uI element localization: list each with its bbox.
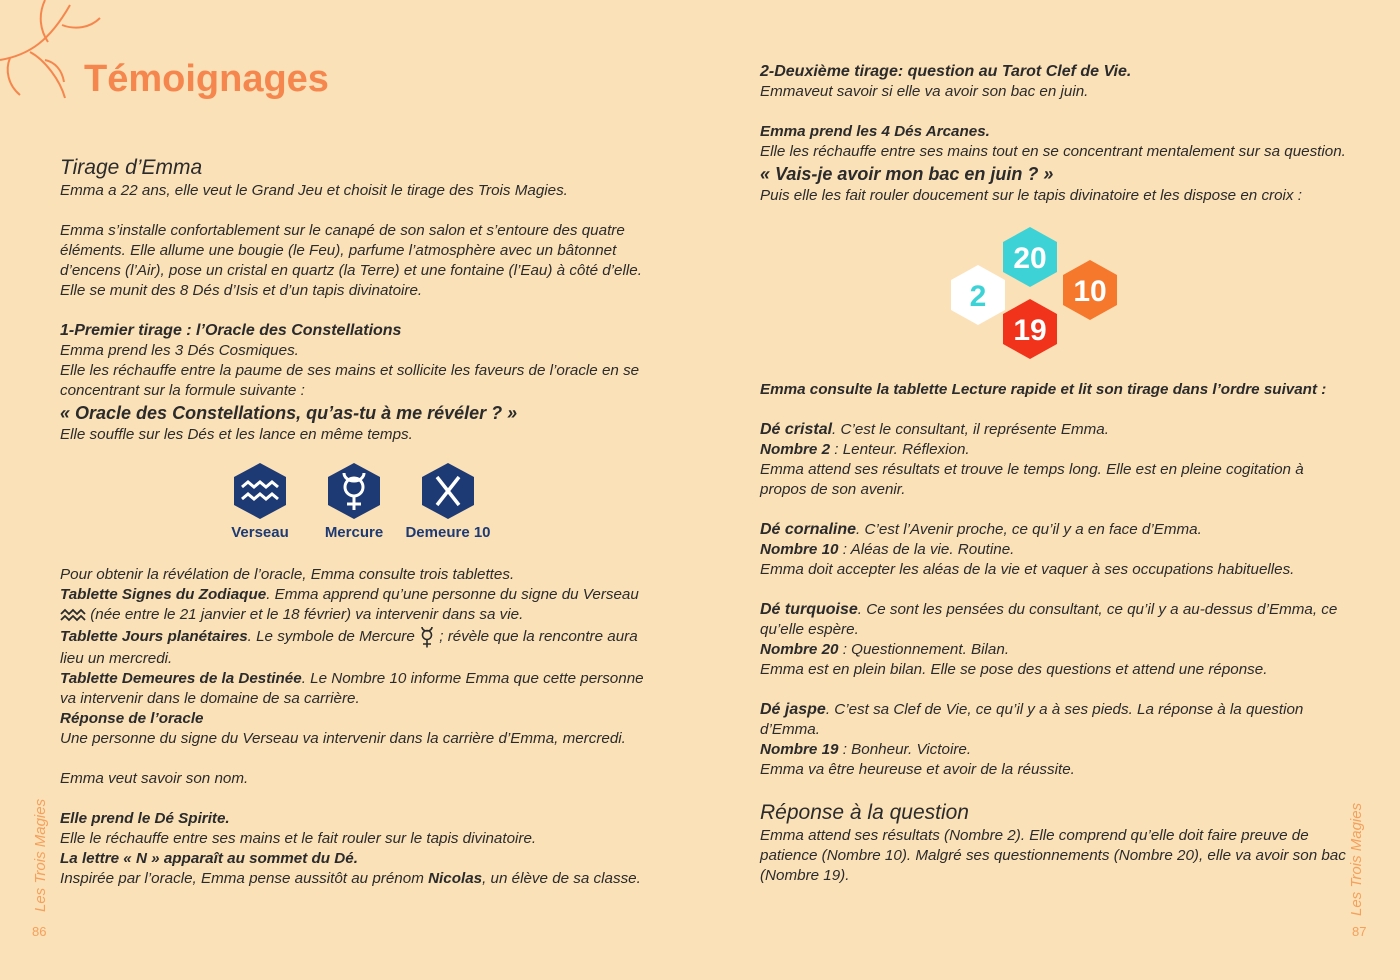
aquarius-icon bbox=[232, 461, 288, 521]
oracle-answer-text: Une personne du signe du Verseau va intervenir dans la carrière d’Emma, mercredi. bbox=[60, 730, 626, 747]
answer-title: Réponse à la question bbox=[760, 801, 969, 824]
reveal-intro: Pour obtenir la révélation de l’oracle, Emma consulte trois tablettes. bbox=[60, 566, 515, 583]
die-value: 20 bbox=[1013, 242, 1047, 275]
page-number: 86 bbox=[32, 924, 47, 939]
die-label: Verseau bbox=[231, 524, 289, 541]
blow-text: Elle souffle sur les Dés et les lance en même temps. bbox=[60, 426, 413, 443]
constellation-dice-row bbox=[220, 461, 650, 543]
inspired-text: Inspirée par l’oracle, Emma pense aussitôt au prénom Nicolas, un élève de sa classe. bbox=[60, 870, 641, 887]
page-title: Témoignages bbox=[84, 58, 329, 100]
die-label: Mercure bbox=[324, 524, 384, 541]
die-turquoise bbox=[1002, 226, 1058, 288]
second-draw-text: Emmaveut savoir si elle va avoir son bac en juin. bbox=[760, 83, 1089, 100]
arcanes-title: Emma prend les 4 Dés Arcanes. bbox=[760, 123, 990, 140]
section-subtitle: Tirage d’Emma bbox=[60, 156, 203, 179]
die-verseau bbox=[220, 461, 300, 543]
second-draw-title: 2-Deuxième tirage: question au Tarot Clef de Vie. bbox=[760, 63, 1132, 80]
die-mercure bbox=[314, 461, 394, 543]
die-value: 10 bbox=[1073, 275, 1107, 308]
die-label: Demeure 10 bbox=[405, 524, 491, 541]
die-demeure-10 bbox=[405, 461, 491, 543]
reading-meaning: Emma attend ses résultats et trouve le temps long. Elle est en pleine cogitation à propos de son avenir. bbox=[760, 461, 1304, 498]
question-text: « Vais-je avoir mon bac en juin ? » bbox=[760, 164, 1054, 184]
right-column bbox=[760, 62, 1350, 886]
roman-ten-icon bbox=[420, 461, 476, 521]
die-crystal bbox=[950, 264, 1006, 326]
tablet-zodiac: Tablette Signes du Zodiaque. Emma apprend qu’une personne du signe du Verseau (née entre le 21 janvier et le 18 février) va intervenir dans sa vie. bbox=[60, 586, 639, 623]
reading-meaning: Emma va être heureuse et avoir de la réussite. bbox=[760, 761, 1075, 778]
die-name: Dé cornaline bbox=[760, 521, 857, 538]
intro-paragraph: Emma a 22 ans, elle veut le Grand Jeu et choisit le tirage des Trois Magies. bbox=[60, 182, 568, 199]
right-page bbox=[700, 0, 1400, 980]
tablet-planetary: Tablette Jours planétaires. Le symbole de Mercure ; révèle que la rencontre aura lieu un mercredi. bbox=[60, 625, 650, 669]
reading-meaning: Emma doit accepter les aléas de la vie et vaquer à ses occupations habituelles. bbox=[760, 561, 1295, 578]
oracle-answer-title: Réponse de l’oracle bbox=[60, 710, 204, 727]
first-draw-text-2: Elle les réchauffe entre la paume de ses mains et sollicite les faveurs de l’oracle en se concentrant sur la formule suivante : bbox=[60, 362, 640, 399]
reading-crystal: Dé cristal. C’est le consultant, il représente Emma. Nombre 2 : Lenteur. Réflexion. Emma attend ses résultats et trouve le temps long. Elle est en pleine cogitation à propos de son avenir. bbox=[760, 420, 1350, 500]
die-name: Dé cristal bbox=[760, 421, 833, 438]
number-label: Nombre 10 bbox=[760, 541, 839, 558]
die-value: 19 bbox=[1013, 314, 1047, 347]
number-label: Nombre 19 bbox=[760, 741, 839, 758]
arcane-dice-cross bbox=[950, 226, 1120, 366]
aquarius-symbol-icon bbox=[60, 608, 86, 622]
die-name: Dé turquoise bbox=[760, 601, 858, 618]
roll-text: Puis elle les fait rouler doucement sur le tapis divinatoire et les dispose en croix : bbox=[760, 187, 1302, 204]
tablet-destiny: Tablette Demeures de la Destinée. Le Nombre 10 informe Emma que cette personne va intervenir dans le domaine de sa carrière. bbox=[60, 670, 644, 707]
oracle-formula: « Oracle des Constellations, qu’as-tu à me révéler ? » bbox=[60, 403, 518, 423]
reading-cornaline: Dé cornaline. C’est l’Avenir proche, ce qu’il y a en face d’Emma. Nombre 10 : Aléas de la vie. Routine. Emma doit accepter les aléas de la vie et vaquer à ses occupations habituelles. bbox=[760, 520, 1350, 580]
letter-result: La lettre « N » apparaît au sommet du Dé. bbox=[60, 850, 358, 867]
die-jasper bbox=[1002, 298, 1058, 360]
answer-text: Emma attend ses résultats (Nombre 2). Elle comprend qu’elle doit faire preuve de patience (Nombre 10). Malgré ses questionnements (Nombre 20), elle va avoir son bac (Nombre 19). bbox=[760, 827, 1346, 884]
die-cornaline bbox=[1062, 259, 1118, 321]
reading-turquoise: Dé turquoise. Ce sont les pensées du consultant, ce qu’il y a au-dessus d’Emma, ce qu’elle espère. Nombre 20 : Questionnement. Bilan. Emma est en plein bilan. Elle se pose des questions et attend une réponse. bbox=[760, 600, 1350, 680]
side-running-title: Les Trois Magies bbox=[32, 798, 49, 912]
mercury-icon bbox=[326, 461, 382, 521]
mercury-symbol-icon bbox=[419, 625, 435, 649]
left-column bbox=[60, 155, 650, 889]
setup-paragraph: Emma s’installe confortablement sur le canapé de son salon et s’entoure des quatre éléments. Elle allume une bougie (le Feu), parfume l’atmosphère avec un bâtonnet d’encens (l’Air), pose un cristal en quartz (la Terre) et une fontaine (l’Eau) à côté d’elle. Elle se munit des 8 Dés d’Isis et d’un tapis divinatoire. bbox=[60, 222, 642, 299]
consult-text: Emma consulte la tablette Lecture rapide et lit son tirage dans l’ordre suivant : bbox=[760, 381, 1327, 398]
reading-meaning: Emma est en plein bilan. Elle se pose des questions et attend une réponse. bbox=[760, 661, 1268, 678]
number-label: Nombre 2 bbox=[760, 441, 831, 458]
die-value: 2 bbox=[969, 280, 987, 313]
arcanes-text: Elle les réchauffe entre ses mains tout en se concentrant mentalement sur sa question. bbox=[760, 143, 1346, 160]
name-wish: Emma veut savoir son nom. bbox=[60, 770, 249, 787]
page-number: 87 bbox=[1352, 924, 1367, 939]
side-running-title: Les Trois Magies bbox=[1348, 802, 1365, 916]
reading-jasper: Dé jaspe. C’est sa Clef de Vie, ce qu’il y a à ses pieds. La réponse à la question d’Emma. Nombre 19 : Bonheur. Victoire. Emma va être heureuse et avoir de la réussite. bbox=[760, 700, 1350, 780]
first-draw-title: 1-Premier tirage : l’Oracle des Constellations bbox=[60, 322, 402, 339]
die-name: Dé jaspe bbox=[760, 701, 826, 718]
number-label: Nombre 20 bbox=[760, 641, 839, 658]
spirit-die-text: Elle le réchauffe entre ses mains et le fait rouler sur le tapis divinatoire. bbox=[60, 830, 537, 847]
first-draw-text-1: Emma prend les 3 Dés Cosmiques. bbox=[60, 342, 299, 359]
spirit-die-title: Elle prend le Dé Spirite. bbox=[60, 810, 230, 827]
